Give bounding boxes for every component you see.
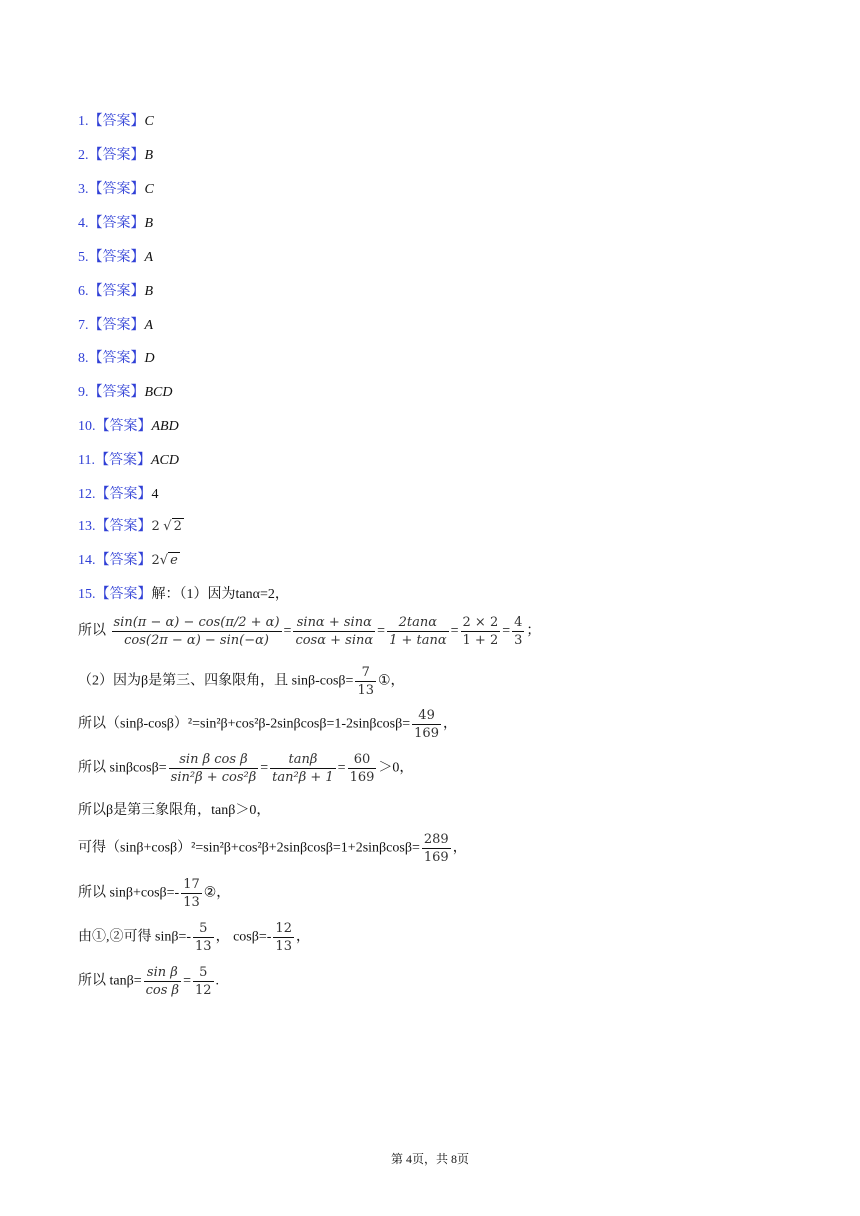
fraction: $\frac{\sin\alpha + \sin\alpha}{\cos\alpha + \sin\alpha}$ <box>295 615 374 648</box>
answer-value: B <box>144 148 154 163</box>
answer-8 <box>78 349 155 369</box>
answer-number: 7. <box>78 318 89 333</box>
answer-tag: 【答案】 <box>95 519 152 534</box>
answer-value: 解：（1）因为tanα=2， <box>151 587 289 602</box>
answer-number: 14. <box>78 553 96 568</box>
answer-value: A <box>144 250 154 265</box>
text: 所以 sinβ+cosβ=- <box>78 885 180 901</box>
answer-value: 2 <box>151 553 160 568</box>
answer-15 <box>78 585 289 605</box>
answer-value: 4 <box>151 487 159 502</box>
solution-line-6 <box>78 831 467 866</box>
text: 所以 sinβcosβ= <box>78 760 167 776</box>
fraction: $\frac{60}{169}$ <box>349 752 375 785</box>
answer-7 <box>78 316 153 336</box>
text: 所以β是第三象限角，tanβ＞0， <box>78 803 271 818</box>
answer-number: 15. <box>78 587 96 602</box>
answer-value: B <box>144 284 154 299</box>
answer-number: 12. <box>78 487 96 502</box>
answer-number: 8. <box>78 351 89 366</box>
fraction: $\frac{2 \times 2}{1 + 2}$ <box>462 615 499 648</box>
fraction: $\frac{\text{sin β}}{\text{cos β}}$ <box>145 965 180 998</box>
answer-value: C <box>144 182 154 197</box>
answer-tag: 【答案】 <box>88 216 145 231</box>
answer-11 <box>78 451 179 471</box>
text: （2）因为β是第三、四象限角，且 sinβ-cosβ= <box>78 673 354 689</box>
answer-tag: 【答案】 <box>88 148 145 163</box>
fraction: $\frac{4}{3}$ <box>514 615 523 648</box>
fraction: $\frac{17}{13}$ <box>183 877 200 910</box>
answer-tag: 【答案】 <box>95 419 152 434</box>
text: 可得（sinβ+cosβ）²=sin²β+cos²β+2sinβcosβ=1+2sinβcosβ= <box>78 840 420 856</box>
text: ， <box>442 716 457 732</box>
answer-number: 13. <box>78 519 96 534</box>
answer-tag: 【答案】 <box>88 318 145 333</box>
answer-number: 6. <box>78 284 89 299</box>
fraction: $\frac{5}{13}$ <box>195 921 212 954</box>
text: ， cosβ=- <box>215 929 272 945</box>
answer-tag: 【答案】 <box>95 587 152 602</box>
square-root: √ e <box>159 553 178 568</box>
text: ； <box>526 623 541 639</box>
radicand: e <box>170 553 178 568</box>
solution-line-1: 所以 $\frac{\sin(\pi - \alpha) - \cos(\pi/2 + \alpha)}{\cos(2\pi - \alpha) - \sin(-\alpha)}$ = $\frac{\sin\alpha + \sin\alpha}{\cos\alpha + \sin\alpha}$ = $\frac{2\tan\alpha}{1 + \tan\alpha}$ = $\frac{2 \times 2}{1 + 2}$ = $\frac{4}{3}$ ； <box>78 615 541 648</box>
answer-number: 10. <box>78 419 96 434</box>
fraction: $\frac{7}{13}$ <box>357 665 374 698</box>
text: 所以 <box>78 623 106 639</box>
answer-tag: 【答案】 <box>94 453 151 468</box>
answer-value: A <box>144 318 154 333</box>
answer-tag: 【答案】 <box>88 284 145 299</box>
solution-line-4: 所以 sinβcosβ= $\frac{\text{sin β cos β}}{\text{sin²β + cos²β}}$ = $\frac{\tan\beta}{\text{tan²β + 1}}$ = $\frac{60}{169}$ ＞0， <box>78 752 414 785</box>
answer-value: ABD <box>151 419 179 434</box>
answer-tag: 【答案】 <box>88 114 145 129</box>
answer-3 <box>78 180 154 200</box>
text: ， <box>295 929 310 945</box>
answer-4 <box>78 214 153 234</box>
text: . <box>215 973 220 989</box>
answer-tag: 【答案】 <box>95 487 152 502</box>
answer-6 <box>78 282 153 302</box>
answer-2 <box>78 146 153 166</box>
answer-12 <box>78 485 159 505</box>
fraction: $\frac{\text{sin β cos β}}{\text{sin²β + cos²β}}$ <box>170 752 257 785</box>
answer-tag: 【答案】 <box>88 250 145 265</box>
answer-number: 1. <box>78 114 89 129</box>
answer-value: C <box>144 114 154 129</box>
answer-value: D <box>144 351 155 366</box>
text: ②， <box>203 885 231 901</box>
answer-number: 5. <box>78 250 89 265</box>
solution-line-8 <box>78 920 310 955</box>
answer-tag: 【答案】 <box>95 553 152 568</box>
answer-number: 3. <box>78 182 89 197</box>
answer-13 <box>78 517 184 537</box>
answer-5 <box>78 248 153 268</box>
answer-tag: 【答案】 <box>88 351 145 366</box>
radicand: 2 <box>173 519 182 534</box>
text: ①， <box>377 673 405 689</box>
solution-line-7 <box>78 876 230 911</box>
fraction: $\frac{2\tan\alpha}{1 + \tan\alpha}$ <box>389 615 447 648</box>
square-root: √ 2 <box>163 519 182 534</box>
solution-line-5 <box>78 801 270 821</box>
fraction: $\frac{\sin(\pi - \alpha) - \cos(\pi/2 + \alpha)}{\cos(2\pi - \alpha) - \sin(-\alpha)}$ <box>113 615 280 648</box>
text: 由①,②可得 sinβ=- <box>78 929 192 945</box>
fraction: $\frac{49}{169}$ <box>414 708 439 741</box>
answer-10 <box>78 417 179 437</box>
fraction: $\frac{\tan\beta}{\text{tan²β + 1}}$ <box>272 752 334 785</box>
solution-line-9: 所以 tanβ= $\frac{\text{sin β}}{\text{cos β}}$ = $\frac{5}{12}$ . <box>78 965 220 998</box>
fraction: $\frac{5}{12}$ <box>194 965 212 998</box>
text: ＞0， <box>378 760 414 776</box>
answer-tag: 【答案】 <box>88 385 145 400</box>
answer-1 <box>78 112 154 132</box>
fraction: $\frac{12}{13}$ <box>275 921 292 954</box>
text: 所以 tanβ= <box>78 973 142 989</box>
answer-number: 9. <box>78 385 89 400</box>
fraction: $\frac{289}{169}$ <box>423 832 449 865</box>
answer-value: B <box>144 216 154 231</box>
answer-tag: 【答案】 <box>88 182 145 197</box>
answer-9 <box>78 383 173 403</box>
answer-number: 11. <box>78 453 95 468</box>
answer-number: 4. <box>78 216 89 231</box>
answer-value: BCD <box>144 385 173 400</box>
text: ， <box>452 840 467 856</box>
solution-line-2 <box>78 664 405 699</box>
text: 所以（sinβ-cosβ）²=sin²β+cos²β-2sinβcosβ=1-2sinβcosβ= <box>78 716 411 732</box>
solution-line-3 <box>78 707 457 742</box>
answer-value: ACD <box>150 453 179 468</box>
answer-number: 2. <box>78 148 89 163</box>
page-footer: 第 4页，共 8页 <box>390 1152 469 1166</box>
answer-value: 2 <box>151 519 160 534</box>
answer-14 <box>78 551 180 571</box>
